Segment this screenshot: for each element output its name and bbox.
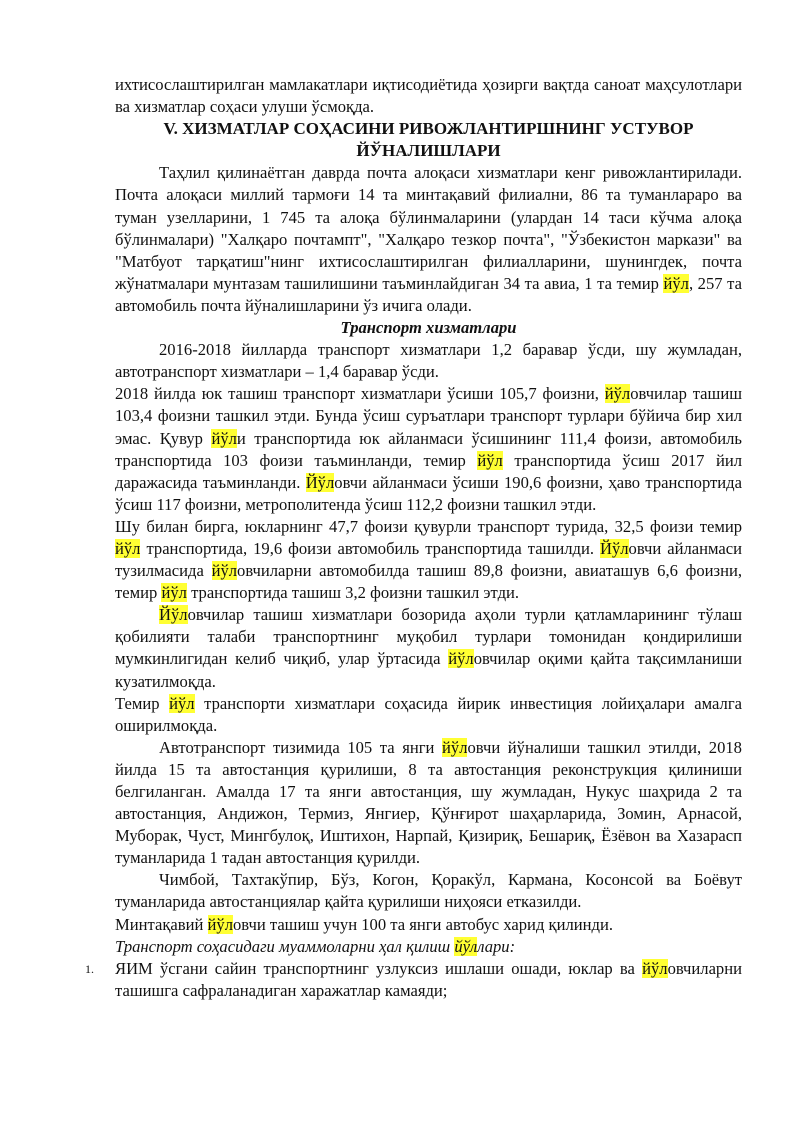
text-run: Транспорт соҳасидаги муаммоларни ҳал қилиш	[115, 936, 455, 956]
text-run: овчиларни ташишга сафраланадиган харажатлар камаяди;	[115, 958, 742, 1000]
highlighted-word: йўл	[454, 936, 478, 956]
transport-subheading	[115, 317, 742, 339]
solutions-intro	[115, 936, 742, 958]
text-run: Транспорт хизматлари	[340, 318, 517, 338]
text-run: Минтақавий	[115, 914, 208, 934]
highlighted-word: йўл	[442, 737, 468, 757]
text-run: овчи йўналиши ташкил этилди, 2018 йилда 15 та автостанция қурилиши, 8 та автостанция реконструкция қилиниши белгиланган. Амалда 17 та янги автостанция, шу жумладан, Нукус шаҳрида 2 та автостанция, Андижон, Термиз, Янгиер, Қўнғирот шаҳарларида, Зомин, Арнасой, Муборак, Чуст, Мингбулоқ, Иштихон, Нарпай, Қизириқ, Бешариқ, Ёзёвон ва Хазарасп туманларида 1 тадан автостанция қурилди.	[115, 737, 742, 868]
highlighted-word: йўл	[477, 450, 503, 470]
highlighted-word: йўл	[211, 428, 237, 448]
list-item	[85, 958, 742, 1002]
text-run: ихтисослаштирилган мамлакатлари иқтисодиётида ҳозирги вақтда саноат маҳсулотлари ва хизматлар соҳаси улуши ўсмоқда.	[115, 75, 742, 117]
highlighted-word: Йўл	[305, 472, 335, 492]
intro-paragraph	[115, 74, 742, 118]
text-run: овчи айланмаси тузилмасида	[115, 538, 743, 581]
list-number: 1.	[85, 961, 94, 976]
highlighted-word: йўл	[448, 649, 474, 669]
highlighted-word: йўл	[604, 384, 631, 404]
text-run: овчиларни автомобилда ташиш 89,8 фоизни, авиаташув 6,6 фоизни, темир	[115, 561, 742, 603]
railway-investment-paragraph	[115, 693, 742, 737]
highlighted-word: Йўл	[159, 605, 188, 625]
text-run: Темир	[115, 693, 170, 713]
text-run: транспортида ўсиш 2017 йил даражасида таъминланди.	[115, 450, 742, 492]
text-run: транспортида, 19,6 фоизи автомобиль транспортида ташилди.	[140, 538, 600, 558]
text-run: и транспортида юк айланмаси ўсишининг 111,4 фоизи, автомобиль транспортида 103 фоизи таъминланди, темир	[115, 428, 742, 470]
text-run: овчилар ташиш 103,4 фоизни ташкил этди. Бунда ўсиш суръатлари транспорт турлари бўйича бир хил эмас. Қувур	[115, 384, 742, 448]
text-run: Шу билан бирга, юкларнинг 47,7 фоизи қувурли транспорт турида, 32,5 фоизи темир	[115, 516, 742, 536]
list-item-text	[115, 959, 742, 1000]
highlighted-word: йўл	[211, 561, 238, 581]
highlighted-word: йўл	[663, 273, 689, 293]
freight-paragraph	[115, 383, 742, 516]
reconstruction-paragraph	[115, 869, 742, 913]
postal-services-paragraph	[115, 162, 742, 317]
text-run: Таҳлил қилинаётган даврда почта алоқаси хизматлари кенг ривожлантирилади. Почта алоқаси миллий тармоғи 14 та минтақавий филиални, 86 та туманлараро ва туман узелларини, 1 745 та алоқа бўлинмаларини (улардан 14 таси кўчма алоқа бўлинмалари) "Халқаро почтампт", "Халқаро тезкор почта", "Ўзбекистон маркази" ва "Матбуот тарқатиш"нинг ихтисослаштирилган филиалларини, шунингдек, почта жўнатмалари мунтазам ташилишини таъминлайдиган 34 та авиа, 1 та темир	[115, 163, 742, 293]
text-run: овчилар оқими қайта тақсимланиши кузатилмоқда.	[115, 649, 742, 691]
transport-growth-paragraph	[115, 339, 742, 383]
text-run: овчи айланмаси ўсиши 190,6 фоизни, ҳаво транспортида ўсиш 117 фоизни, метрополитенда ўсиш 112,2 фоизни ташкил этди.	[115, 472, 742, 514]
text-run: Чимбой, Тахтакўпир, Бўз, Когон, Қоракўл, Кармана, Косонсой ва Боёвут туманларида автостанциялар қайта қурилиши ниҳояси етказилди.	[115, 870, 742, 912]
highlighted-word: йўл	[642, 958, 668, 978]
regional-buses-paragraph	[115, 914, 742, 936]
text-run: V. ХИЗМАТЛАР СОҲАСИНИ РИВОЖЛАНТИРШНИНГ УСТУВОР ЙЎНАЛИШЛАРИ	[163, 119, 694, 161]
text-run: овчилар ташиш хизматлари бозорида аҳоли турли қатламларининг тўлаш қобилияти талаби транспортнинг муқобил турлари томонидан қондирилиши мумкинлигидан келиб чиқиб, улар ўртасида	[115, 605, 742, 669]
text-run: Автотранспорт тизимида 105 та янги	[159, 737, 443, 757]
cargo-structure-paragraph	[115, 516, 742, 604]
text-run: лари:	[477, 936, 516, 956]
text-run: транспортида ташиш 3,2 фоизни ташкил этди.	[186, 583, 520, 603]
highlighted-word: йўл	[169, 693, 195, 713]
text-run: транспорти хизматлари соҳасида йирик инвестиция лойиҳалари амалга оширилмоқда.	[115, 693, 743, 735]
passenger-market-paragraph	[115, 604, 742, 692]
text-run: ЯИМ ўсгани сайин транспортнинг узлуксиз ишлаши ошади, юклар ва	[115, 958, 643, 978]
highlighted-word: йўл	[115, 538, 141, 558]
highlighted-word: йўл	[161, 583, 187, 603]
highlighted-word: Йўл	[599, 538, 629, 558]
text-run: , 257 та автомобиль почта йўналишларини ўз ичига олади.	[115, 273, 742, 315]
highlighted-word: йўл	[207, 914, 233, 934]
bus-stations-paragraph	[115, 737, 742, 870]
text-run: 2018 йилда юк ташиш транспорт хизматлари ўсиши 105,7 фоизни,	[115, 384, 605, 404]
document-page	[85, 74, 743, 1002]
text-run: овчи ташиш учун 100 та янги автобус харид қилинди.	[232, 914, 613, 934]
text-run: 2016-2018 йилларда транспорт хизматлари 1,2 баравар ўсди, шу жумладан, автотранспорт хизматлари – 1,4 баравар ўсди.	[115, 340, 742, 382]
section-heading	[115, 118, 742, 162]
